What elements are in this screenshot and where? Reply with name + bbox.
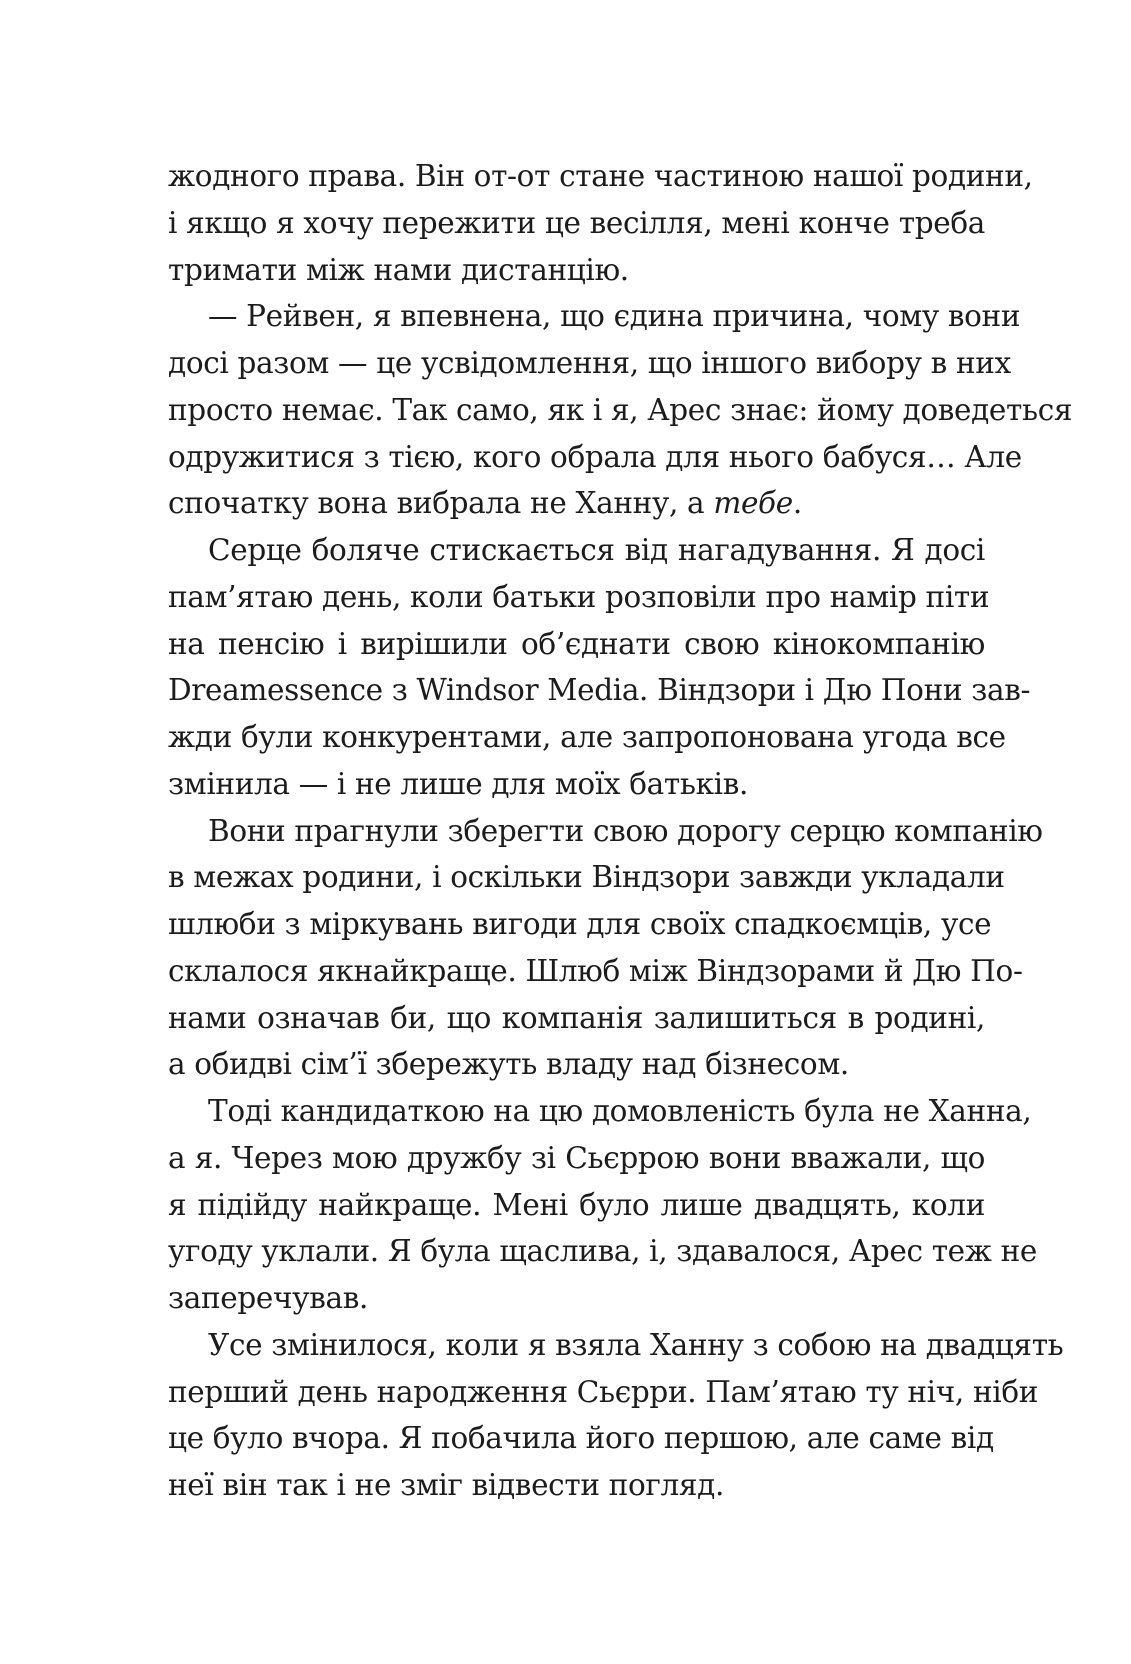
paragraph	[168, 293, 1073, 527]
text-line: шлюби з міркувань вигоди для своїх спадкоємців, усе	[168, 907, 992, 941]
text-line: а обидві сім’ї збережуть владу над бізнесом.	[168, 1047, 849, 1082]
text-line: перший день народження Сьєрри. Пам’ятаю ту ніч, ніби	[168, 1374, 1039, 1409]
text-line: Усе змінилося, коли я взяла Ханну з собою на двадцять	[208, 1327, 1064, 1362]
text-line: це було вчора. Я побачила його першою, але саме від	[168, 1421, 994, 1456]
text-line: в межах родини, і оскільки Віндзори завжди укладали	[168, 860, 1005, 895]
text-line: склалося якнайкраще. Шлюб між Віндзорами й Дю По-	[168, 953, 1023, 988]
text-line: жодного права. Він от-от стане частиною нашої родини,	[168, 159, 1033, 193]
text-line: заперечував.	[168, 1281, 368, 1315]
paragraph	[168, 808, 1043, 1089]
text-line: жди були конкурентами, але запропонована угода все	[168, 720, 1006, 754]
paragraph	[168, 1088, 1038, 1322]
body-text	[168, 153, 1073, 1509]
text-line-suffix: .	[792, 486, 802, 521]
text-line: Серце боляче стискається від нагадування. Я досі	[208, 533, 985, 567]
text-line: досі разом — це усвідомлення, що іншого вибору в них	[168, 346, 1011, 380]
text-line: просто немає. Так само, як і я, Арес знає: йому доведеться	[168, 392, 1073, 427]
text-line: і якщо я хочу пережити це весілля, мені конче треба	[168, 205, 985, 240]
emphasis-word: тебе	[713, 486, 793, 521]
text-line: на пенсію і вирішили об’єднати свою кінокомпанію	[168, 626, 985, 661]
text-line: Вони прагнули зберегти свою дорогу серцю компанію	[208, 813, 1043, 848]
text-line: Тоді кандидаткою на цю домовленість була не Ханна,	[208, 1094, 1032, 1128]
text-line: одружитися з тією, кого обрала для нього бабуся… Але	[168, 439, 1022, 474]
text-line: Dreamessence з Windsor Media. Віндзори і Дю Пони зав-	[168, 673, 1031, 708]
paragraph	[168, 153, 1033, 293]
text-line: неї він так і не зміг відвести погляд.	[168, 1468, 724, 1502]
text-line: тримати між нами дистанцію.	[168, 252, 629, 287]
text-line: — Рейвен, я впевнена, що єдина причина, чому вони	[208, 299, 1021, 334]
text-line: я підійду найкраще. Мені було лише двадцять, коли	[168, 1187, 985, 1222]
text-line: нами означав би, що компанія залишиться в родині,	[168, 1000, 985, 1035]
text-line	[168, 480, 985, 527]
text-line: пам’ятаю день, коли батьки розповіли про намір піти	[168, 579, 990, 614]
text-line: а я. Через мою дружбу зі Сьєррою вони вважали, що	[168, 1140, 985, 1175]
paragraph	[168, 527, 1031, 808]
text-line-prefix: спочатку вона вибрала не Ханну, а	[168, 486, 714, 521]
text-line: змінила — і не лише для моїх батьків.	[168, 766, 749, 801]
text-line: угоду уклали. Я була щаслива, і, здавалося, Арес теж не	[168, 1234, 1038, 1269]
paragraph	[168, 1322, 1064, 1509]
